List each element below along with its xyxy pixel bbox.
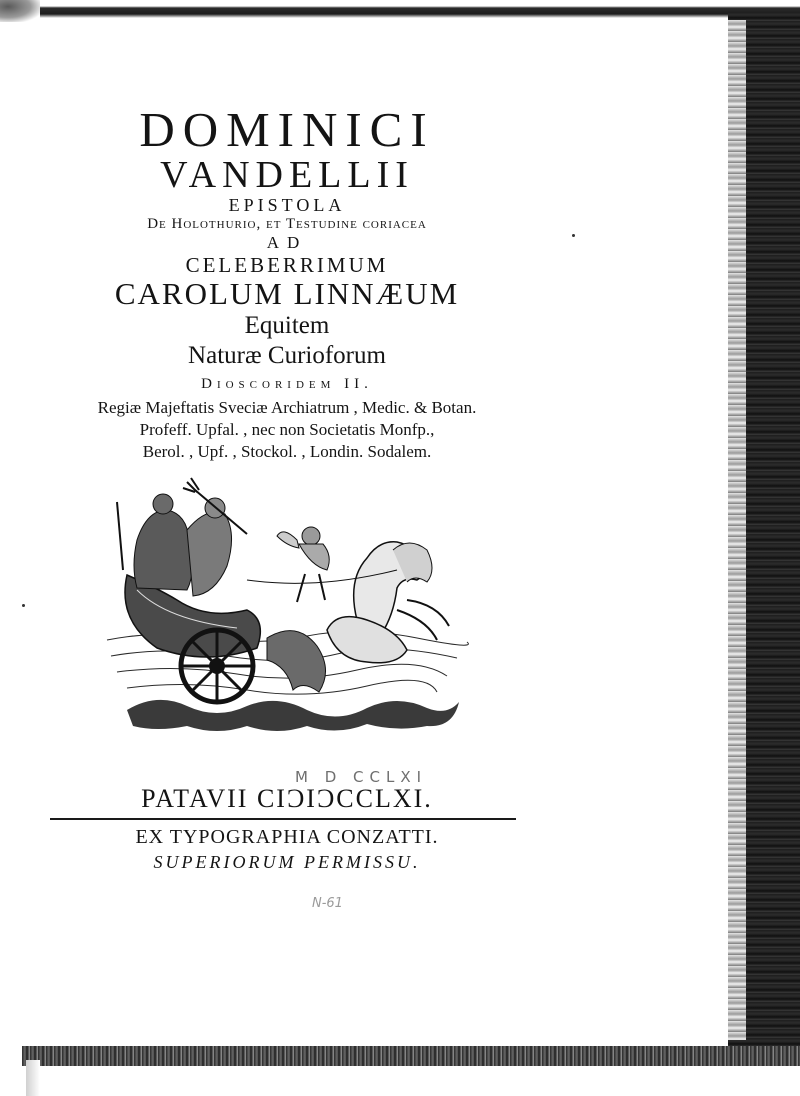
recipient-titles-1: Regiæ Majeftatis Sveciæ Archiatrum , Medic. & Botan. xyxy=(97,398,477,417)
recipient-name: CAROLUM LINNÆUM xyxy=(114,276,460,311)
recipient-alias: Dioscoridem II. xyxy=(201,376,373,392)
sea-chariot-vignette-icon xyxy=(97,470,477,742)
preposition-ad: AD xyxy=(266,233,308,252)
imprint-rule xyxy=(50,818,516,820)
imprint-place-date: PATAVII CIƆIƆCCLXI. xyxy=(141,784,433,813)
author-surname: VANDELLII xyxy=(160,154,414,196)
pencil-shelfmark: N-61 xyxy=(312,896,343,911)
scan-bottom-corner xyxy=(26,1060,40,1096)
imprint-permission: SUPERIORUM PERMISSU. xyxy=(153,852,421,872)
work-title: EPISTOLA xyxy=(228,195,346,215)
ink-speck xyxy=(572,234,575,237)
work-subject: De Holothurio, et Testudine coriacea xyxy=(147,216,427,232)
ink-speck xyxy=(22,604,25,607)
recipient-titles-2: Profeff. Upfal. , nec non Societatis Monfp., xyxy=(139,420,435,439)
scan-bottom-edge xyxy=(22,1046,800,1066)
recipient-society: Naturæ Curioforum xyxy=(188,342,386,369)
imprint-printer: EX TYPOGRAPHIA CONZATTI. xyxy=(135,826,439,848)
scan-top-edge xyxy=(0,0,800,34)
honorific: CELEBERRIMUM xyxy=(185,253,389,277)
title-block xyxy=(44,102,530,742)
page-fore-edge xyxy=(728,20,746,1040)
handwritten-year-annotation: M D CCLXI xyxy=(295,768,428,786)
scan-corner-shadow xyxy=(0,0,40,22)
recipient-titles-3: Berol. , Upf. , Stockol. , Londin. Sodalem. xyxy=(142,442,432,461)
author-first-name: DOMINICI xyxy=(139,102,435,157)
recipient-rank: Equitem xyxy=(244,312,330,339)
